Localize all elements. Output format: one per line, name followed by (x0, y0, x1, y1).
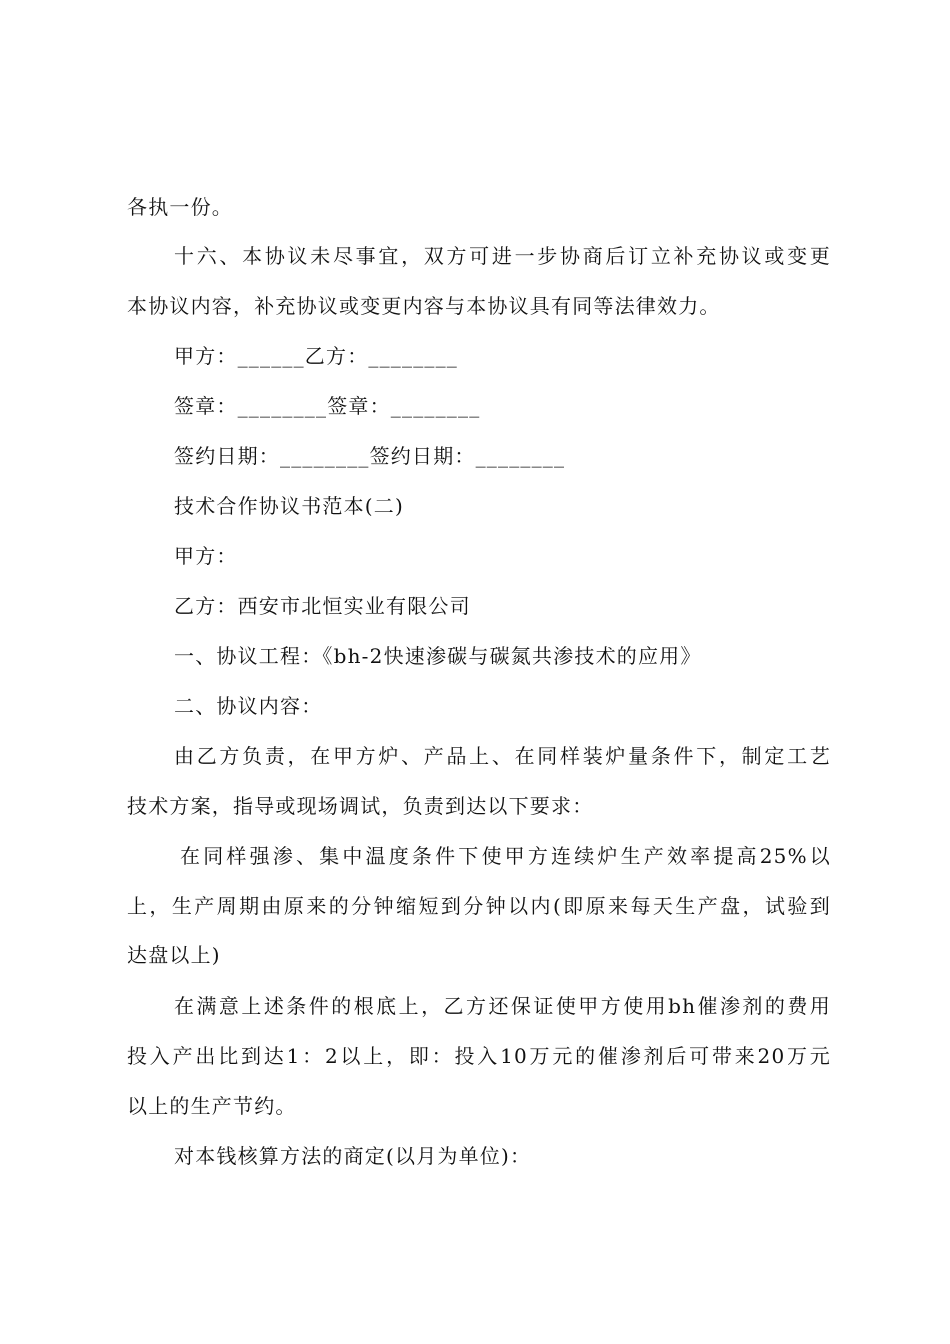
text-line-20: 对本钱核算方法的商定(以月为单位)： (174, 1144, 532, 1168)
text-line-19: 以上的生产节约。 (127, 1094, 297, 1118)
text-line-18: 投入产出比到达1：2以上，即：投入10万元的催渗剂后可带来20万元 (127, 1044, 831, 1068)
party-b-line: 乙方：西安市北恒实业有限公司 (174, 594, 471, 618)
section-title: 技术合作协议书范本(二) (174, 494, 405, 518)
content-heading: 二、协议内容： (174, 694, 323, 718)
text-line-17: 在满意上述条件的根底上，乙方还保证使甲方使用bh催渗剂的费用 (174, 994, 831, 1018)
signature-seal-line: 签章：________签章：________ (174, 394, 481, 418)
text-line-14: 在同样强渗、集中温度条件下使甲方连续炉生产效率提高25%以 (180, 844, 831, 868)
party-a-line: 甲方： (174, 544, 238, 568)
text-line-13: 技术方案，指导或现场调试，负责到达以下要求： (127, 794, 594, 818)
signature-date-line: 签约日期：________签约日期：________ (174, 444, 566, 468)
project-line: 一、协议工程：《bh-2快速渗碳与碳氮共渗技术的应用》 (174, 644, 702, 668)
text-line-1: 各执一份。 (127, 195, 233, 219)
text-line-16: 达盘以上) (127, 943, 221, 967)
text-line-12: 由乙方负责，在甲方炉、产品上、在同样装炉量条件下，制定工艺 (174, 744, 831, 768)
signature-parties-line: 甲方：______乙方：________ (174, 344, 458, 368)
text-line-3: 本协议内容，补充协议或变更内容与本协议具有同等法律效力。 (127, 294, 721, 318)
text-line-2: 十六、本协议未尽事宜，双方可进一步协商后订立补充协议或变更 (174, 244, 831, 268)
text-line-15: 上，生产周期由原来的分钟缩短到分钟以内(即原来每天生产盘，试验到 (127, 894, 831, 918)
